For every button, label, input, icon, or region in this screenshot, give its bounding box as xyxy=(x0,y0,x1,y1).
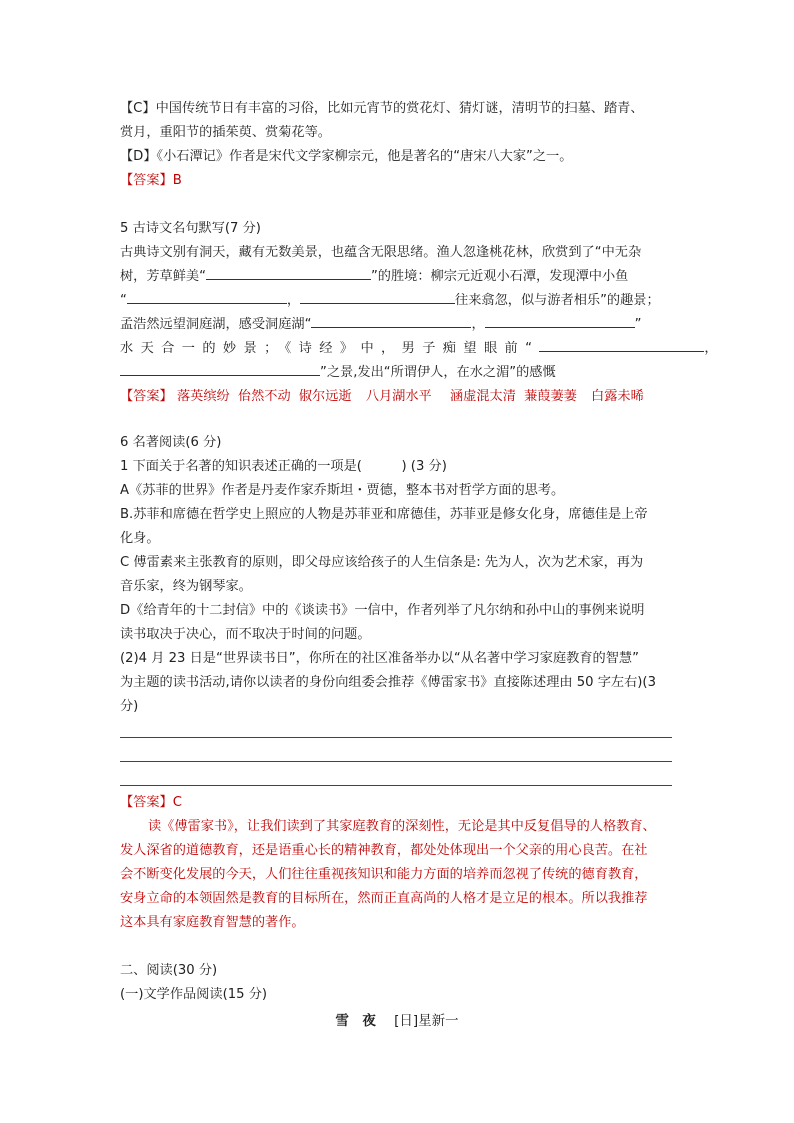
answer-item: 八月湖水平 xyxy=(365,389,432,404)
section-2-subheading: (一)文学作品阅读(15 分) xyxy=(120,987,268,1002)
option-d: 【D】《小石潭记》作者是宋代文学家柳宗元，他是著名的“唐宋八大家”之一。 xyxy=(120,149,573,164)
story-author: [日]星新一 xyxy=(394,1013,459,1029)
answer-6-para-line3: 会不断变化发展的今天，人们往往重视孩知识和能力方面的培养而忽视了传统的德育教育， xyxy=(120,867,648,882)
answer-6-para-line2: 发人深省的道德教育，还是语重心长的精神教育，都处处体现出一个父亲的用心良苦。在社 xyxy=(120,843,648,858)
answer-tag: 【答案】 xyxy=(120,795,173,810)
option-c-line1: C 傅雷素来主张教育的原则，即父母应该给孩子的人生信条是: 先为人，次为艺术家，再为 xyxy=(120,555,644,570)
answer-item: 白露未晞 xyxy=(591,389,644,404)
answer-item: 俶尔远逝 xyxy=(298,389,352,404)
answer-5 xyxy=(120,385,680,409)
question-6-sub2-line3: 分) xyxy=(120,699,139,714)
answer-6-para-line4: 安身立命的本领固然是教育的目标所在，然而正直高尚的人格才是立足的根本。所以我推荐 xyxy=(120,891,648,906)
option-d-line2: 读书取决于决心，而不取决于时间的问题。 xyxy=(120,627,371,642)
question-5-heading: 5 古诗文名句默写(7 分) xyxy=(120,221,261,236)
question-6-sub1: 1 下面关于名著的知识表述正确的一项是( ) (3 分) xyxy=(120,459,447,474)
text-segment: 往来翕忽，似与游者相乐”的趣景； xyxy=(455,293,660,308)
text-segment: 树，芳草鲜美“ xyxy=(120,269,206,284)
answer-line-3[interactable] xyxy=(120,785,672,786)
option-c-line2: 音乐家，终为钢琴家。 xyxy=(120,579,252,594)
question-5-line1: 古典诗文别有洞天，藏有无数美景，也蕴含无限思绪。渔人忽逢桃花林，欣赏到了“中无杂 xyxy=(120,245,642,260)
question-6-heading: 6 名著阅读(6 分) xyxy=(120,435,222,450)
fill-blank-1[interactable] xyxy=(206,265,371,280)
answer-item: 佁然不动 xyxy=(237,389,291,404)
question-5-line5 xyxy=(120,337,718,361)
fill-blank-3[interactable] xyxy=(300,289,455,304)
answer-item: 涵虚混太清 xyxy=(449,389,516,404)
answer-item: 落英缤纷 xyxy=(176,389,230,404)
option-a: A《苏菲的世界》作者是丹麦作家乔斯坦・贾德，整本书对哲学方面的思考。 xyxy=(120,483,565,498)
question-5-line4 xyxy=(120,313,680,337)
question-5-line2 xyxy=(120,265,680,289)
text-segment: 孟浩然远望洞庭湖，感受洞庭湖“ xyxy=(120,317,312,332)
question-5-line3 xyxy=(120,289,680,313)
answer-line-2[interactable] xyxy=(120,761,672,762)
story-title: 雪 夜 xyxy=(335,1013,376,1029)
text-segment: “ xyxy=(120,293,127,308)
question-5-line6 xyxy=(120,361,680,385)
answer-4 xyxy=(120,169,680,193)
fill-blank-2[interactable] xyxy=(127,289,287,304)
fill-blank-5[interactable] xyxy=(485,313,635,328)
option-c-line1: 【C】中国传统节日有丰富的习俗，比如元宵节的赏花灯、猜灯谜，清明节的扫墓、踏青、 xyxy=(120,101,644,116)
option-d-line1: D《给青年的十二封信》中的《谈读书》一信中，作者列举了凡尔纳和孙中山的事例来说明 xyxy=(120,603,645,618)
text-segment: 水天合一的妙景；《诗经》中，男子痴望眼前“ xyxy=(120,341,540,356)
text-segment: ， xyxy=(704,341,718,356)
answer-tag: 【答案】 xyxy=(120,389,173,404)
text-segment: ”之景,发出“所谓伊人，在水之湄”的感慨 xyxy=(320,365,556,380)
question-6-sub2-line1: (2)4 月 23 日是“世界读书日”，你所在的社区准备举办以“从名著中学习家庭教育的智慧” xyxy=(120,651,639,666)
answer-value: C xyxy=(172,795,182,810)
answer-item: 蒹葭萋萋 xyxy=(524,389,577,404)
option-c-line2: 赏月，重阳节的插茱萸、赏菊花等。 xyxy=(120,125,331,140)
fill-blank-7[interactable] xyxy=(120,361,320,376)
text-segment: ， xyxy=(286,293,301,308)
fill-blank-6[interactable] xyxy=(539,337,704,352)
answer-line-1[interactable] xyxy=(120,737,672,738)
answer-6-para-line5: 这本具有家庭教育智慧的著作。 xyxy=(120,915,305,930)
option-b-line1: B.苏菲和席德在哲学史上照应的人物是苏菲亚和席德佳，苏菲亚是修女化身，席德佳是上帝 xyxy=(120,507,648,522)
text-segment: ， xyxy=(471,317,485,332)
text-segment: ” xyxy=(634,317,642,332)
fill-blank-4[interactable] xyxy=(311,313,471,328)
answer-6 xyxy=(120,791,680,815)
question-6-sub2-line2: 为主题的读书活动,请你以读者的身份向组委会推荐《傅雷家书》直接陈述理由 50 字左右)(3 xyxy=(120,675,656,690)
option-b-line2: 化身。 xyxy=(120,531,160,546)
answer-value: B xyxy=(172,173,182,188)
section-2-heading: 二、阅读(30 分) xyxy=(120,963,218,978)
reading-title xyxy=(0,1009,794,1029)
text-segment: ”的胜境：柳宗元近观小石潭，发现潭中小鱼 xyxy=(370,269,629,284)
answer-tag: 【答案】 xyxy=(120,173,173,188)
answer-6-para-line1: 读《傅雷家书》，让我们读到了其家庭教育的深刻性，无论是其中反复倡导的人格教育、 xyxy=(148,819,656,834)
